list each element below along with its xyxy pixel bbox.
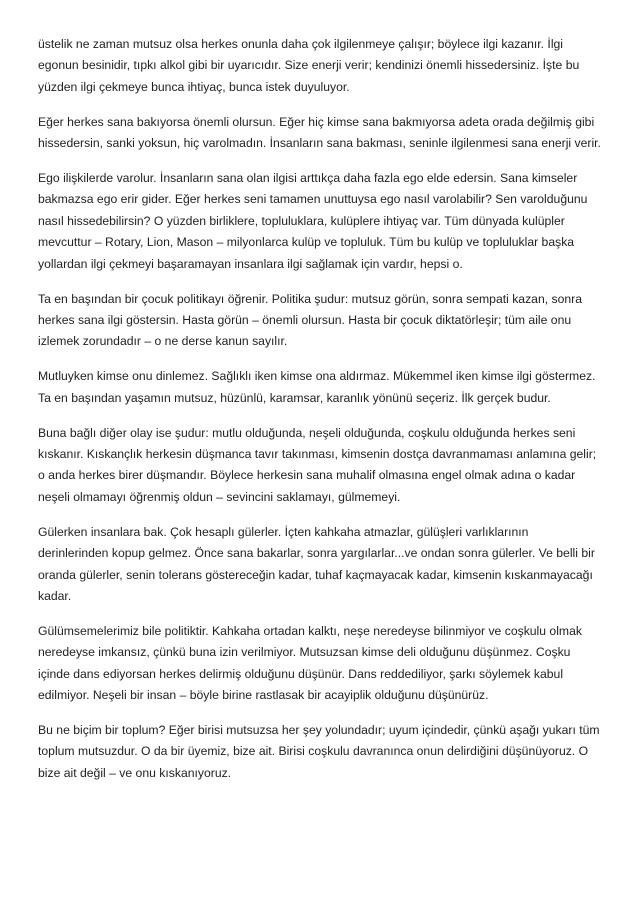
document-page <box>38 34 602 798</box>
paragraph: üstelik ne zaman mutsuz olsa herkes onunla daha çok ilgilenmeye çalışır; böylece ilgi kazanır. İlgi egonun besinidir, tıpkı alkol gibi bir uyarıcıdır. Size enerji verir; kendinizi önemli hissedersiniz. İşte bu yüzden ilgi çekmeye bunca ihtiyaç, bunca istek duyuluyor. <box>38 37 580 94</box>
paragraph: Gülerken insanlara bak. Çok hesaplı gülerler. İçten kahkaha atmazlar, gülüşleri varlıklarının derinlerinden kopup gelmez. Önce sana bakarlar, sonra yargılarlar...ve ondan sonra gülerler. Ve belli bir oranda gülerler, senin tolerans göstereceğin kadar, tuhaf kaçmayacak kadar, kimsenin kıskanmayacağı kadar. <box>38 524 595 603</box>
paragraph: Buna bağlı diğer olay ise şudur: mutlu olduğunda, neşeli olduğunda, coşkulu olduğunda herkes seni kıskanır. Kıskançlık herkesin düşmanca tavır takınması, kimsenin dostça davranmaması anlamına gelir; o anda herkes birer düşmandır. Böylece herkesin sana muhalif olmasına engel olmak adına o kadar neşeli olmamayı öğrenmiş oldun – sevincini saklamayı, gülmemeyi. <box>38 425 597 504</box>
paragraph: Gülümsemelerimiz bile politiktir. Kahkaha ortadan kalktı, neşe neredeyse bilinmiyor ve coşkulu olmak neredeyse imkansız, çünkü buna izin verilmiyor. Mutsuzsan kimse deli olduğunu düşünmez. Coşku içinde dans ediyorsan herkes delirmiş olduğunu düşünür. Dans reddediliyor, şarkı söylemek kabul edilmiyor. Neşeli bir insan – böyle birine rastlasak bir acayiplik olduğunu düşünürüz. <box>38 623 582 703</box>
paragraph: Ta en başından bir çocuk politikayı öğrenir. Politika şudur: mutsuz görün, sonra sempati kazan, sonra herkes sana ilgi göstersin. Hasta görün – önemli olursun. Hasta bir çocuk diktatörleşir; tüm aile onu izlemek zorundadır – o ne derse kanun sayılır. <box>38 291 582 349</box>
paragraph: Bu ne biçim bir toplum? Eğer birisi mutsuzsa her şey yolundadır; uyum içindedir, çünkü aşağı yukarı tüm toplum mutsuzdur. O da bir üyemiz, bize ait. Birisi coşkulu davranınca onun delirdiğini düşünüyoruz. O bize ait değil – ve onu kıskanıyoruz. <box>38 722 600 780</box>
paragraph: Mutluyken kimse onu dinlemez. Sağlıklı iken kimse ona aldırmaz. Mükemmel iken kimse ilgi göstermez. Ta en başından yaşamın mutsuz, hüzünlü, karamsar, karanlık yönünü seçeriz. İlk gerçek budur. <box>38 369 596 405</box>
paragraph: Ego ilişkilerde varolur. İnsanların sana olan ilgisi arttıkça daha fazla ego elde edersin. Sana kimseler bakmazsa ego erir gider. Eğer herkes seni tamamen unuttuysa ego nasıl varolabilir? Sen varolduğunu nasıl hissedebilirsin? O yüzden birliklere, topluluklara, kulüplere ihtiyaç var. Tüm dünyada kulüpler mevcuttur – Rotary, Lion, Mason – milyonlarca kulüp ve topluluk. Tüm bu kulüp ve topluluklar başka yollardan ilgi çekmeyi başaramayan insanlara ilgi sağlamak için vardır, hepsi o. <box>38 171 588 271</box>
paragraph: Eğer herkes sana bakıyorsa önemli olursun. Eğer hiç kimse sana bakmıyorsa adeta orada değilmiş gibi hissedersin, sanki yoksun, hiç varolmadın. İnsanların sana bakması, seninle ilgilenmesi sana enerji verir. <box>38 114 601 151</box>
